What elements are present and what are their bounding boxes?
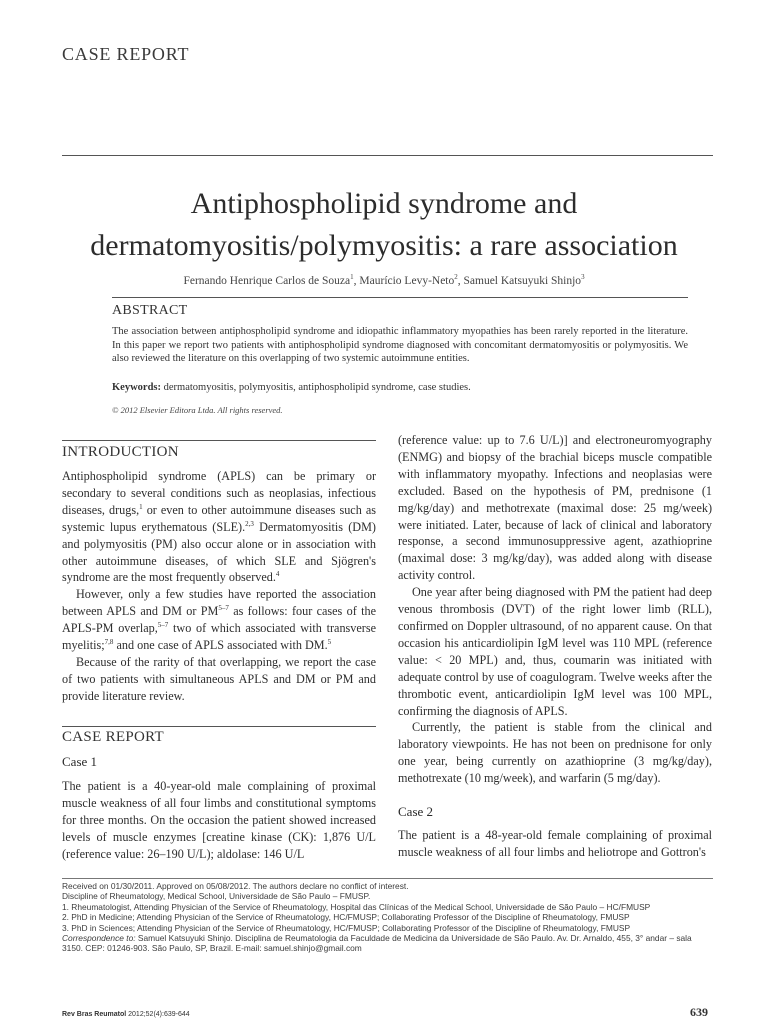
received-note: Received on 01/30/2011. Approved on 05/08/2012. The authors declare no conflict of interest. xyxy=(62,881,409,891)
case-report-heading: CASE REPORT xyxy=(62,729,165,745)
author-name: Samuel Katsuyuki Shinjo xyxy=(463,274,582,287)
case1-paragraph: Currently, the patient is stable from the clinical and laboratory viewpoints. He has not been on prednisone for only one year, being currently on azathioprine (3 mg/kg/day), methotrexate (10 mg/week), and warfarin (5 mg/day). xyxy=(398,720,712,786)
case1-paragraph: One year after being diagnosed with PM the patient had deep venous thrombosis (DVT) of the right lower limb (RLL), confirmed on Doppler ultrasound, of no apparent cause. On that occasion his anticardiolipin IgM level was 110 MPL (reference value: < 20 MPL) and, thus, coumarin was initiated with adequate control by use of coagulogram. Twelve weeks after the thrombotic event, anticardiolipin IgM level was 100 MPL, confirming the diagnosis of APLS. xyxy=(398,585,712,718)
affiliation-1: 1. Rheumatologist, Attending Physician of the Service of Rheumatology, Hospital das Clínicas of the Medical School, Universidade de São Paulo – HC/FMUSP xyxy=(62,901,651,912)
author-affiliation-mark: 1 xyxy=(350,273,354,281)
correspondence-note xyxy=(62,933,713,954)
author-affiliation-mark: 3 xyxy=(581,273,585,281)
footnote-rule xyxy=(62,878,713,879)
correspondence-text: Samuel Katsuyuki Shinjo. Disciplina de Reumatologia da Faculdade de Medicina da Universidade de São Paulo. Av. Dr. Arnaldo, 455, 3° andar – sala 3150. CEP: 01246-903. São Paulo, SP, Brazil. E-mail: samuel.shinjo@gmail.com xyxy=(62,933,692,954)
copyright-notice: © 2012 Elsevier Editora Ltda. All rights reserved. xyxy=(112,405,283,415)
author-name: Fernando Henrique Carlos de Souza xyxy=(183,274,351,287)
affiliation-3: 3. PhD in Sciences; Attending Physician of the Service of Rheumatology, HC/FMUSP; Collaborating Professor of the Discipline of Rheumatology, FMUSP xyxy=(62,922,631,933)
case1-paragraph: (reference value: up to 7.6 U/L)] and electroneuromyography (ENMG) and biopsy of the brachial biceps muscle compatible with inflammatory myopathy. Infections and neoplasias were excluded. Based on the hypothesis of PM, prednisone (1 mg/kg/day) and methotrexate (maximal dose: 25 mg/week) were initiated. Later, because of lack of clinical and laboratory response, a second immunosuppressive agent, azathioprine (maximal dose: 3 mg/kg/day), was added along with disease activity control. xyxy=(398,433,712,583)
intro-text: Because of the rarity of that overlapping, we report the case of two patients with simultaneous APLS and DM or PM and provide literature review. xyxy=(62,654,376,703)
case1-text: The patient is a 40-year-old male complaining of proximal muscle weakness of all four limbs and constitutional symptoms for three months. On the occasion the patient showed increased levels of muscle enzymes [creatine kinase (CK): 1,876 U/L (reference value: 26–190 U/L); aldolase: 146 U/L xyxy=(62,779,376,861)
author-list xyxy=(40,273,728,287)
citation-ref: 5–7 xyxy=(157,621,169,630)
discipline-note: Discipline of Rheumatology, Medical School, Universidade de São Paulo – FMUSP. xyxy=(62,891,371,902)
keywords-list: dermatomyositis, polymyositis, antiphospholipid syndrome, case studies. xyxy=(161,382,471,393)
title-block xyxy=(40,183,728,287)
citation-ref: 2,3 xyxy=(245,519,254,528)
article-title-line-1: Antiphospholipid syndrome and xyxy=(190,187,578,220)
article-title-line-2: dermatomyositis/polymyositis: a rare association xyxy=(90,229,678,262)
correspondence-label: Correspondence to: xyxy=(62,933,136,944)
intro-text: Antiphospholipid syndrome (APLS) can be primary or secondary to several conditions such as neoplasias, infectious diseases, drugs, xyxy=(62,469,376,517)
citation-ref: 5–7 xyxy=(218,604,229,613)
case2-heading: Case 2 xyxy=(398,804,434,819)
case2-text: The patient is a 48-year-old female complaining of proximal muscle weakness of all four limbs and heliotrope and Gottron's xyxy=(398,828,712,859)
page-number: 639 xyxy=(690,1005,708,1019)
intro-body xyxy=(62,468,376,705)
abstract-heading: ABSTRACT xyxy=(112,303,188,318)
citation-ref: 7,8 xyxy=(104,638,114,646)
intro-heading: INTRODUCTION xyxy=(62,444,179,460)
intro-text: two of which associated with transverse myelitis; xyxy=(62,621,376,653)
intro-paragraph xyxy=(62,586,376,654)
author-separator: , xyxy=(457,274,464,287)
abstract-text: The association between antiphospholipid syndrome and idiopathic inflammatory myopathies has been rarely reported in the literature. In this paper we report two patients with antiphospholipid syndrome diagnosed with concomitant dermatomyositis or polymyositis. We also reviewed the literature on this overlapping of two systemic autoimmune entities. xyxy=(112,326,688,365)
intro-text: or even to other autoimmune diseases such as systemic lupus erythematous (SLE). xyxy=(62,502,376,534)
abstract-rule xyxy=(112,297,688,298)
keywords-label: Keywords: xyxy=(112,382,161,393)
case-report-rule xyxy=(62,726,376,727)
intro-text: and one case of APLS associated with DM. xyxy=(113,638,328,653)
footnotes xyxy=(62,881,713,954)
case1-heading: Case 1 xyxy=(62,754,98,769)
citation-ref: 4 xyxy=(275,570,280,579)
intro-paragraph xyxy=(62,654,376,705)
intro-paragraph xyxy=(62,468,376,586)
header-rule xyxy=(62,155,713,156)
citation-ref: 5 xyxy=(327,638,332,646)
section-header: CASE REPORT xyxy=(62,44,190,64)
journal-citation: 2012;52(4):639-644 xyxy=(126,1011,190,1018)
intro-text: as follows: four cases of the APLS-PM overlap, xyxy=(62,604,376,636)
author-affiliation-mark: 2 xyxy=(454,273,458,281)
intro-text: However, only a few studies have reported the association between APLS and DM or PM xyxy=(62,587,376,619)
intro-rule xyxy=(62,440,376,441)
author-separator: , xyxy=(353,274,360,287)
keywords xyxy=(112,382,688,393)
affiliation-2: 2. PhD in Medicine; Attending Physician of the Service of Rheumatology, HC/FMUSP; Collaborating Professor of the Discipline of Rheumatology, FMUSP xyxy=(62,912,630,923)
right-column-body xyxy=(398,432,712,787)
journal-reference xyxy=(62,1011,190,1018)
journal-name: Rev Bras Reumatol xyxy=(62,1011,127,1018)
author-name: Maurício Levy-Neto xyxy=(359,274,455,287)
intro-text: Dermatomyositis (DM) and polymyositis (PM) also occur alone or in association with other autoimmune diseases, of which SLE and Sjögren's syndrome are the most frequently observed. xyxy=(62,519,376,585)
citation-ref: 1 xyxy=(139,502,143,511)
